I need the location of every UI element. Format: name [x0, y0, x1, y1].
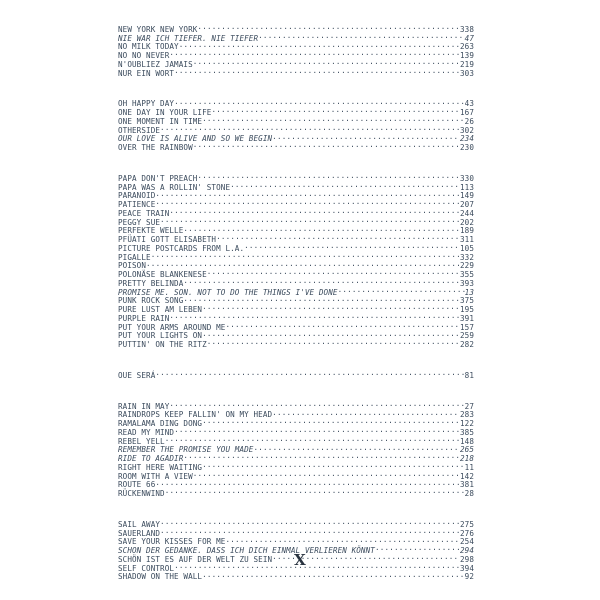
entry-title: NIE WAR ICH TIEFER, NIE TIEFER	[118, 33, 259, 41]
dot-leader	[244, 242, 460, 251]
entry-title: PUT YOUR LIGHTS ON	[118, 331, 203, 339]
dot-leader	[258, 32, 465, 41]
index-entry	[118, 133, 474, 142]
dot-leader	[155, 369, 464, 378]
entry-page-number: 219	[459, 59, 474, 67]
index-entry	[118, 409, 474, 418]
index-entry	[118, 58, 474, 67]
index-entry	[118, 527, 474, 536]
index-entry	[118, 233, 474, 242]
entry-page-number: 254	[459, 537, 474, 545]
entry-title: PROMISE ME, SON, NOT TO DO THE THINGS I'VE DONE	[118, 287, 338, 295]
entry-title: PEACE TRAIN	[118, 208, 170, 216]
entry-page-number: 43	[464, 99, 474, 107]
entry-page-number: 11	[464, 462, 474, 470]
entry-title: POISON	[118, 261, 147, 269]
entry-title: PFÜATI GOTT ELISABETH	[118, 235, 217, 242]
entry-page-number: 276	[459, 528, 474, 536]
dot-leader	[174, 98, 465, 107]
dot-leader	[207, 338, 460, 347]
entry-title: OUR LOVE IS ALIVE AND SO WE BEGIN	[118, 134, 273, 142]
dot-leader	[193, 141, 460, 150]
dot-leader	[272, 133, 460, 142]
dot-leader	[202, 461, 465, 470]
entry-title: NUR EIN WORT	[118, 68, 175, 76]
index-section	[118, 98, 474, 151]
entry-title: SELF CONTROL	[118, 563, 175, 571]
index-entry	[118, 106, 474, 115]
index-entry	[118, 251, 474, 260]
entry-title: RAMALAMA DING DONG	[118, 419, 203, 426]
dot-leader	[165, 435, 460, 444]
index-entry	[118, 312, 474, 321]
entry-page-number: 303	[459, 68, 474, 76]
entry-page-number: 207	[459, 200, 474, 207]
dot-leader	[202, 417, 460, 426]
entry-title: OVER THE RAINBOW	[118, 143, 193, 150]
entry-page-number: 381	[459, 480, 474, 488]
index-entry	[118, 207, 474, 216]
index-entry	[118, 124, 474, 133]
entry-page-number: 229	[459, 261, 474, 269]
dot-leader	[197, 172, 460, 181]
entry-title: PARANOID	[118, 191, 156, 199]
entry-title: PUT YOUR ARMS AROUND ME	[118, 322, 226, 330]
dot-leader	[183, 277, 460, 286]
dot-leader	[338, 286, 465, 295]
dot-leader	[165, 487, 465, 496]
entry-page-number: 338	[459, 24, 474, 32]
dot-leader	[183, 295, 460, 304]
dot-leader	[193, 470, 460, 479]
entry-page-number: 195	[459, 305, 474, 312]
index-entry	[118, 295, 474, 304]
entry-page-number: 139	[459, 51, 474, 58]
entry-page-number: 244	[459, 208, 474, 216]
index-entry	[118, 190, 474, 199]
dot-leader	[230, 181, 460, 190]
entry-title: REBEL YELL	[118, 436, 165, 444]
index-entry	[118, 452, 474, 461]
entry-title: RIDE TO AGADIR	[118, 454, 184, 461]
entry-page-number: 298	[459, 554, 474, 562]
entry-page-number: 167	[459, 108, 474, 115]
entry-page-number: 283	[459, 410, 474, 418]
entry-page-number: 92	[464, 572, 474, 580]
entry-title: SHADOW ON THE WALL	[118, 572, 203, 580]
entry-page-number: 234	[459, 134, 474, 142]
dot-leader	[225, 536, 460, 545]
dot-leader	[193, 58, 460, 67]
dot-leader	[160, 518, 460, 527]
index-entry	[118, 242, 474, 251]
dot-leader	[253, 444, 460, 453]
entry-page-number: 26	[464, 116, 474, 124]
entry-title: PICTURE POSTCARDS FROM L.A.	[118, 243, 245, 251]
index-entry	[118, 435, 474, 444]
entry-title: PATIENCE	[118, 200, 156, 207]
entry-page-number: 355	[459, 270, 474, 277]
dot-leader	[155, 198, 460, 207]
entry-page-number: 122	[459, 419, 474, 426]
entry-page-number: 282	[459, 340, 474, 347]
index-entry	[118, 426, 474, 435]
entry-title: PURPLE RAIN	[118, 313, 170, 321]
entry-page-number: 81	[464, 370, 474, 378]
entry-title: ROOM WITH A VIEW	[118, 471, 193, 479]
dot-leader	[169, 207, 460, 216]
index-entry	[118, 321, 474, 330]
index-entry	[118, 461, 474, 470]
entry-page-number: 330	[459, 173, 474, 181]
index-section	[118, 369, 474, 378]
index-entry	[118, 98, 474, 107]
index-entry	[118, 32, 474, 41]
entry-title: NEW YORK NEW YORK	[118, 24, 198, 32]
index-entry	[118, 536, 474, 545]
entry-page-number: 149	[459, 191, 474, 199]
index-entry	[118, 181, 474, 190]
entry-title: SCHON DER GEDANKE, DASS ICH DICH EINMAL VERLIEREN KÖNNT	[118, 546, 375, 553]
index-entry	[118, 286, 474, 295]
entry-title: SCHÖN IST ES AUF DER WELT ZU SEIN	[118, 554, 273, 562]
entry-title: RIGHT HERE WAITING	[118, 462, 203, 470]
entry-title: PUTTIN' ON THE RITZ	[118, 340, 207, 347]
index-entry	[118, 487, 474, 496]
entry-page-number: 28	[464, 489, 474, 496]
entry-page-number: 105	[459, 243, 474, 251]
dot-leader	[211, 106, 460, 115]
index-entry	[118, 260, 474, 269]
entry-page-number: 385	[459, 427, 474, 435]
page-number: X	[294, 551, 306, 569]
index-entry	[118, 518, 474, 527]
index-section	[118, 518, 474, 579]
dot-leader	[207, 268, 460, 277]
dot-leader	[146, 260, 460, 269]
entry-page-number: 27	[464, 401, 474, 409]
entry-title: ONE MOMENT IN TIME	[118, 116, 203, 124]
entry-title: SAVE YOUR KISSES FOR ME	[118, 537, 226, 545]
entry-title: SAUERLAND	[118, 528, 161, 536]
dot-leader	[160, 124, 460, 133]
dot-leader	[169, 49, 460, 58]
dot-leader	[160, 527, 460, 536]
dot-leader	[225, 321, 460, 330]
index-entry	[118, 338, 474, 347]
index-entry	[118, 41, 474, 50]
index-entry	[118, 400, 474, 409]
index-entry	[118, 115, 474, 124]
index-entry	[118, 571, 474, 580]
entry-title: OTHERSIDE	[118, 125, 161, 133]
dot-leader	[155, 479, 460, 488]
entry-page-number: 148	[459, 436, 474, 444]
entry-title: REMEMBER THE PROMISE YOU MADE	[118, 445, 254, 453]
entry-title: READ MY MIND	[118, 427, 175, 435]
dot-leader	[151, 251, 460, 260]
index-entry	[118, 330, 474, 339]
entry-title: PAPA DON'T PREACH	[118, 173, 198, 181]
index-entry	[118, 49, 474, 58]
dot-leader	[202, 115, 465, 124]
entry-title: ONE DAY IN YOUR LIFE	[118, 108, 212, 115]
entry-page-number: 375	[459, 296, 474, 304]
entry-page-number: 230	[459, 143, 474, 150]
entry-title: PURE LUST AM LEBEN	[118, 305, 203, 312]
entry-page-number: 13	[464, 287, 474, 295]
index-entry	[118, 479, 474, 488]
index-entry	[118, 417, 474, 426]
entry-page-number: 189	[459, 226, 474, 234]
entry-title: QUE SERÁ	[118, 370, 156, 378]
entry-page-number: 393	[459, 278, 474, 286]
entry-title: ROUTE 66	[118, 480, 156, 488]
index-entry	[118, 277, 474, 286]
entry-title: RÜCKENWIND	[118, 489, 165, 496]
dot-leader	[216, 233, 460, 242]
entry-page-number: 394	[459, 563, 474, 571]
dot-leader	[169, 400, 464, 409]
index-entry	[118, 67, 474, 76]
entry-page-number: 157	[459, 322, 474, 330]
index-entry	[118, 216, 474, 225]
dot-leader	[197, 23, 460, 32]
entry-title: PIGALLE	[118, 252, 151, 260]
index-entry	[118, 141, 474, 150]
dot-leader	[183, 225, 460, 234]
entry-title: POLONÄSE BLANKENESE	[118, 270, 207, 277]
entry-title: N'OUBLIEZ JAMAIS	[118, 59, 193, 67]
index-section	[118, 23, 474, 76]
index-entry	[118, 23, 474, 32]
entry-title: SAIL AWAY	[118, 519, 161, 527]
entry-title: NO NO NEVER	[118, 51, 170, 58]
index-section	[118, 400, 474, 496]
index-entry	[118, 444, 474, 453]
entry-title: OH HAPPY DAY	[118, 99, 175, 107]
entry-page-number: 265	[459, 445, 474, 453]
entry-page-number: 275	[459, 519, 474, 527]
dot-leader	[202, 571, 465, 580]
dot-leader	[160, 216, 460, 225]
dot-leader	[174, 426, 460, 435]
entry-title: PAPA WAS A ROLLIN' STONE	[118, 182, 231, 190]
entry-page-number: 391	[459, 313, 474, 321]
entry-title: PRETTY BELINDA	[118, 278, 184, 286]
index-entry	[118, 172, 474, 181]
entry-page-number: 294	[459, 546, 474, 553]
dot-leader	[202, 303, 460, 312]
entry-page-number: 218	[459, 454, 474, 461]
entry-title: RAIN IN MAY	[118, 401, 170, 409]
entry-page-number: 202	[459, 217, 474, 225]
entry-page-number: 311	[459, 235, 474, 242]
dot-leader	[179, 41, 460, 50]
index-section	[118, 172, 474, 347]
entry-title: PERFEKTE WELLE	[118, 226, 184, 234]
dot-leader	[155, 190, 460, 199]
song-index	[118, 23, 474, 579]
index-entry	[118, 198, 474, 207]
entry-page-number: 302	[459, 125, 474, 133]
dot-leader	[183, 452, 460, 461]
entry-page-number: 332	[459, 252, 474, 260]
dot-leader	[174, 67, 460, 76]
dot-leader	[202, 330, 460, 339]
index-entry	[118, 303, 474, 312]
entry-page-number: 113	[459, 182, 474, 190]
index-entry	[118, 225, 474, 234]
entry-page-number: 259	[459, 331, 474, 339]
dot-leader	[272, 409, 460, 418]
entry-title: PEGGY SUE	[118, 217, 161, 225]
index-entry	[118, 369, 474, 378]
entry-page-number: 47	[464, 33, 474, 41]
dot-leader	[169, 312, 460, 321]
index-entry	[118, 268, 474, 277]
entry-title: PUNK ROCK SONG	[118, 296, 184, 304]
entry-page-number: 142	[459, 471, 474, 479]
index-entry	[118, 470, 474, 479]
entry-title: RAINDROPS KEEP FALLIN' ON MY HEAD	[118, 410, 273, 418]
entry-title: NO MILK TODAY	[118, 42, 179, 50]
entry-page-number: 263	[459, 42, 474, 50]
